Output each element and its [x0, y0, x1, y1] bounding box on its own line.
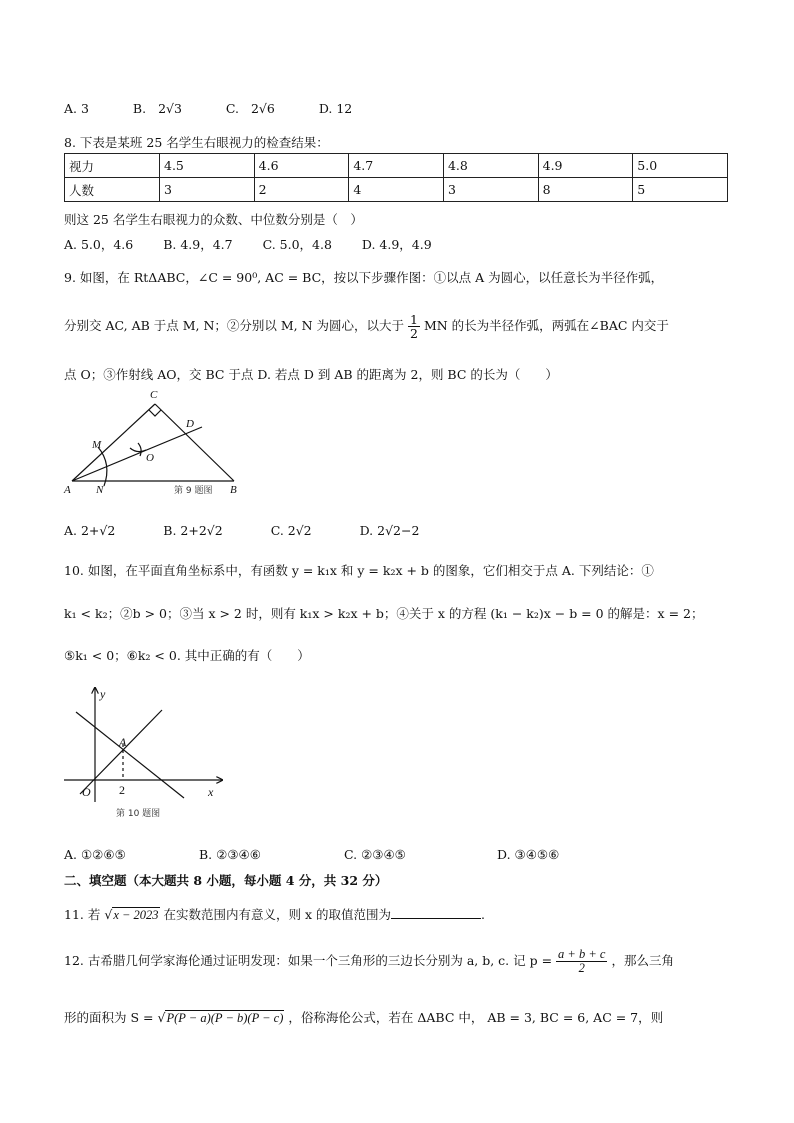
q7-option-d[interactable]: D. 12 — [318, 101, 353, 116]
q12-line1 — [64, 948, 674, 975]
q10-figure-caption: 第 10 题图 — [116, 809, 161, 819]
q9-line2b: MN 的长为半径作弧，两弧在∠BAC 内交于 — [423, 318, 669, 333]
label-d: D — [186, 418, 194, 430]
sqrt-sign: √ — [104, 907, 113, 922]
q8-option-b[interactable]: B. 4.9，4.7 — [163, 237, 233, 252]
q12-fraction — [556, 948, 607, 975]
table-cell: 4.9 — [538, 154, 633, 178]
side-ac — [72, 404, 155, 481]
q9-line2 — [64, 313, 669, 340]
table-cell: 视力 — [65, 154, 160, 178]
q10-option-d[interactable]: D. ③④⑤⑥ — [497, 847, 560, 862]
q11-post: 在实数范围内有意义，则 x 的取值范围为 — [163, 907, 392, 922]
q10-options — [64, 847, 559, 862]
table-cell: 2 — [254, 178, 349, 202]
q11 — [64, 905, 485, 923]
vision-table — [64, 153, 728, 202]
label-c: C — [150, 389, 158, 401]
q7-option-c[interactable]: C. — [225, 101, 239, 116]
label-o: O — [146, 452, 154, 464]
table-cell: 5.0 — [633, 154, 728, 178]
table-cell: 4 — [349, 178, 444, 202]
q11-radicand: x − 2023 — [113, 908, 159, 922]
q10-option-c[interactable]: C. ②③④⑤ — [344, 847, 406, 862]
q9-triangle-figure — [60, 386, 250, 501]
table-cell: 8 — [538, 178, 633, 202]
table-cell: 4.5 — [160, 154, 255, 178]
q9-line2a: 分别交 AC, AB 于点 M, N；②分别以 M, N 为圆心，以大于 — [64, 318, 405, 333]
table-cell: 5 — [633, 178, 728, 202]
label-x: x — [208, 785, 214, 799]
q12-line2b: ，俗称海伦公式，若在 ΔABC 中， AB = 3, BC = 6, AC = 7，则 — [288, 1010, 664, 1025]
q9-options — [64, 523, 419, 538]
label-n: N — [96, 484, 104, 496]
arc-o1 — [138, 443, 141, 456]
fraction-numerator: 1 — [410, 312, 418, 327]
section-heading: 二、填空题（本大题共 8 小题，每小题 4 分，共 32 分） — [64, 873, 388, 888]
arc-o2 — [130, 448, 146, 452]
ray-ao — [72, 427, 202, 481]
q7-option-c-value: 2√6 — [250, 101, 275, 116]
q12-line2 — [64, 1008, 663, 1026]
q12-line2a: 形的面积为 S = — [64, 1010, 154, 1025]
q8-option-a[interactable]: A. 5.0，4.6 — [64, 237, 134, 252]
table-cell: 4.6 — [254, 154, 349, 178]
q9-option-c[interactable]: C. 2√2 — [270, 523, 312, 538]
q7-option-a[interactable]: A. 3 — [64, 101, 89, 116]
q9-option-a[interactable]: A. 2+√2 — [64, 523, 116, 538]
table-cell: 3 — [160, 178, 255, 202]
q10-option-a[interactable]: A. ①②⑥⑤ — [64, 847, 126, 862]
line-k1x — [80, 710, 162, 794]
q12-line1b: ，那么三角 — [611, 953, 674, 968]
label-b: B — [230, 484, 237, 496]
q8-question: 则这 25 名学生右眼视力的众数、中位数分别是（ ） — [64, 212, 363, 227]
q10-line2: k₁ < k₂；②b > 0；③当 x > 2 时，则有 k₁x > k₂x + b；④关于 x 的方程 (k₁ − k₂)x − b = 0 的解是：x = 2； — [64, 606, 704, 621]
q9-figure-caption: 第 9 题图 — [174, 486, 213, 496]
table-row — [65, 178, 728, 202]
table-cell: 3 — [443, 178, 538, 202]
q9-line1: 9. 如图，在 RtΔABC，∠C = 90⁰, AC = BC，按以下步骤作图：①以点 A 为圆心，以任意长为半径作弧， — [64, 270, 664, 285]
q7-option-b[interactable]: B. — [132, 101, 147, 116]
label-m: M — [92, 439, 102, 451]
q10-option-b[interactable]: B. ②③④⑥ — [199, 847, 261, 862]
fraction-numerator: a + b + c — [558, 947, 606, 961]
table-cell: 4.8 — [443, 154, 538, 178]
q11-end: . — [481, 907, 486, 922]
sqrt-sign: √ — [157, 1010, 166, 1025]
q12-line1a: 12. 古希腊几何学家海伦通过证明发现：如果一个三角形的三边长分别为 a, b, c. 记 p = — [64, 953, 553, 968]
q10-graph-figure — [60, 684, 230, 824]
q9-option-d[interactable]: D. 2√2−2 — [359, 523, 420, 538]
q8-option-d[interactable]: D. 4.9，4.9 — [361, 237, 432, 252]
label-y: y — [100, 687, 106, 701]
answer-blank[interactable] — [391, 906, 481, 919]
q8-option-c[interactable]: C. 5.0，4.8 — [262, 237, 332, 252]
right-angle-mark — [149, 410, 161, 416]
q9-fraction — [408, 313, 420, 340]
q7-option-b-value: 2√3 — [158, 101, 182, 116]
q8-stem: 8. 下表是某班 25 名学生右眼视力的检查结果： — [64, 135, 329, 150]
q11-pre: 11. 若 — [64, 907, 101, 922]
label-two: 2 — [119, 783, 125, 797]
q7-options — [64, 101, 352, 116]
q12-radicand: P(P − a)(P − b)(P − c) — [166, 1011, 284, 1025]
table-cell: 4.7 — [349, 154, 444, 178]
label-a: A — [64, 484, 71, 496]
label-origin: O — [82, 785, 91, 799]
q10-line3: ⑤k₁ < 0；⑥k₂ < 0. 其中正确的有（ ） — [64, 648, 310, 663]
q8-options — [64, 235, 432, 253]
q10-line1: 10. 如图，在平面直角坐标系中，有函数 y = k₁x 和 y = k₂x + b 的图象，它们相交于点 A. 下列结论：① — [64, 563, 654, 578]
label-a-point: A — [119, 735, 127, 749]
table-row — [65, 154, 728, 178]
side-cb — [155, 404, 234, 481]
fraction-denominator: 2 — [410, 326, 418, 341]
q9-option-b[interactable]: B. 2+2√2 — [163, 523, 223, 538]
line-k2x-b — [76, 712, 184, 798]
table-cell: 人数 — [65, 178, 160, 202]
fraction-denominator: 2 — [578, 961, 585, 975]
q9-line3: 点 O；③作射线 AO，交 BC 于点 D. 若点 D 到 AB 的距离为 2，则 BC 的长为（ ） — [64, 367, 558, 382]
